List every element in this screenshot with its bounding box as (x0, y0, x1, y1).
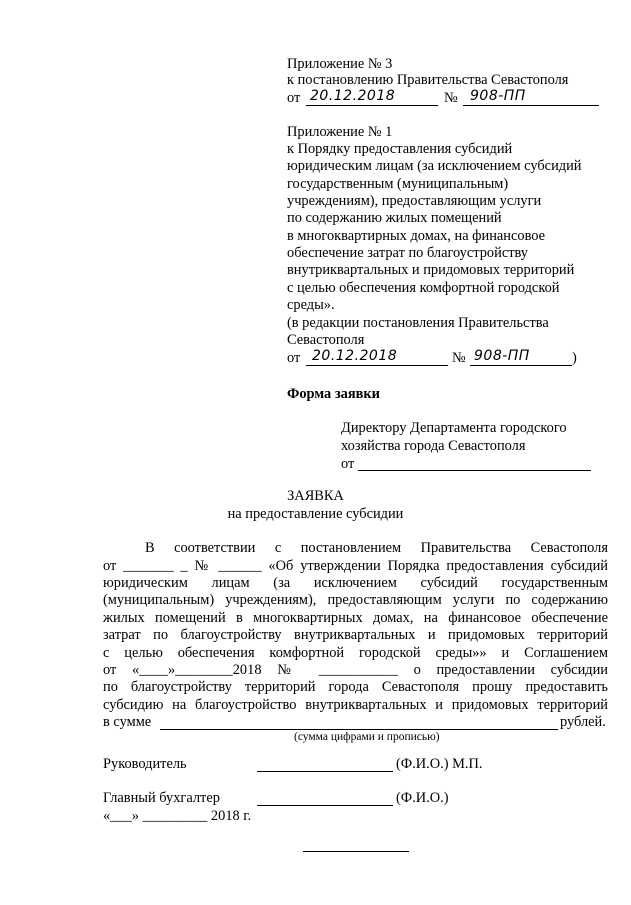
body-word: постановлением (300, 540, 402, 556)
form-title: Форма заявки (287, 386, 380, 402)
appendix1-line: к Порядку предоставления субсидий (287, 141, 513, 157)
body-line-1 (145, 540, 608, 557)
footer-divider (303, 851, 409, 852)
appendix3-num-prefix: № (444, 90, 458, 106)
appendix3-subtitle: к постановлению Правительства Севастополя (287, 72, 569, 88)
addressee-line2: хозяйства города Севастополя (341, 438, 526, 454)
appendix1-line: учреждениям), предоставляющим услуги (287, 193, 542, 209)
appendix3-num-value: 908-ПП (470, 88, 526, 104)
appendix1-date-prefix: от (287, 350, 301, 366)
appendix1-line: Севастополя (287, 332, 365, 348)
appendix1-title: Приложение № 1 (287, 124, 393, 140)
body-line-7: с целью обеспечения комфортной городской среды»» и Соглашением (103, 645, 608, 661)
appendix3-date-prefix: от (287, 90, 301, 106)
sign-date: «___» _________ 2018 г. (103, 808, 252, 824)
appendix1-line: среды». (287, 297, 335, 313)
body-line-4: (муниципальным) учреждениям), предоставляющим услуги по содержанию (103, 592, 608, 608)
sum-prefix: в сумме (103, 714, 152, 730)
head-suffix: (Ф.И.О.) М.П. (396, 756, 483, 772)
sum-caption: (сумма цифрами и прописью) (294, 731, 440, 743)
body-line-5: жилых помещений в многоквартирных домах, на финансовое обеспечение (103, 610, 608, 626)
accountant-label: Главный бухгалтер (103, 790, 220, 806)
sum-suffix: рублей. (560, 714, 606, 730)
body-line-8: от «____»________2018 № ___________ о предоставлении субсидии (103, 662, 608, 678)
appendix1-line: (в редакции постановления Правительства (287, 315, 549, 331)
appendix1-date-line (306, 365, 448, 366)
appendix3-date-value: 20.12.2018 (310, 88, 396, 104)
appendix1-num-line (470, 365, 572, 366)
appendix1-line: юридическим лицам (за исключением субсидий (287, 158, 582, 174)
body-word: с (274, 540, 282, 556)
appendix3-date-line (306, 105, 438, 106)
application-title: ЗАЯВКА (287, 488, 344, 504)
body-line-10: субсидию на благоустройство внутриквартальных и придомовых территорий (103, 697, 608, 713)
appendix1-line: обеспечение затрат по благоустройству (287, 245, 528, 261)
body-word: Севастополя (530, 540, 608, 556)
body-word: соответствии (174, 540, 256, 556)
appendix1-num-value: 908-ПП (474, 348, 530, 364)
body-line-3: юридическим лицам (за исключением субсидий государственным (103, 575, 608, 591)
appendix1-line: государственным (муниципальным) (287, 176, 509, 192)
addressee-from-line (358, 470, 591, 471)
appendix1-line: с целью обеспечения комфортной городской (287, 280, 560, 296)
addressee-from-prefix: от (341, 456, 355, 472)
body-line-6: затрат по благоустройству внутриквартальных и придомовых территорий (103, 627, 608, 643)
head-signature-line (257, 771, 393, 772)
body-word: В (145, 540, 155, 556)
appendix1-line: по содержанию жилых помещений (287, 210, 502, 226)
appendix1-line: в многоквартирных домах, на финансовое (287, 228, 546, 244)
sum-line (160, 729, 558, 730)
body-word: Правительства (420, 540, 512, 556)
accountant-suffix: (Ф.И.О.) (396, 790, 449, 806)
appendix3-title: Приложение № 3 (287, 56, 393, 72)
appendix1-close-paren: ) (572, 350, 577, 366)
application-subtitle: на предоставление субсидии (227, 506, 404, 522)
body-line-2: от _______ _ № ______ «Об утверждении Порядка предоставления субсидий (103, 558, 608, 574)
addressee-line1: Директору Департамента городского (341, 420, 567, 436)
accountant-signature-line (257, 805, 393, 806)
appendix3-num-line (463, 105, 599, 106)
body-line-9: по благоустройству территорий города Севастополя прошу предоставить (103, 679, 608, 695)
appendix1-num-prefix: № (452, 350, 466, 366)
head-label: Руководитель (103, 756, 187, 772)
appendix1-date-value: 20.12.2018 (312, 348, 398, 364)
appendix1-line: внутриквартальных и придомовых территорий (287, 262, 575, 278)
